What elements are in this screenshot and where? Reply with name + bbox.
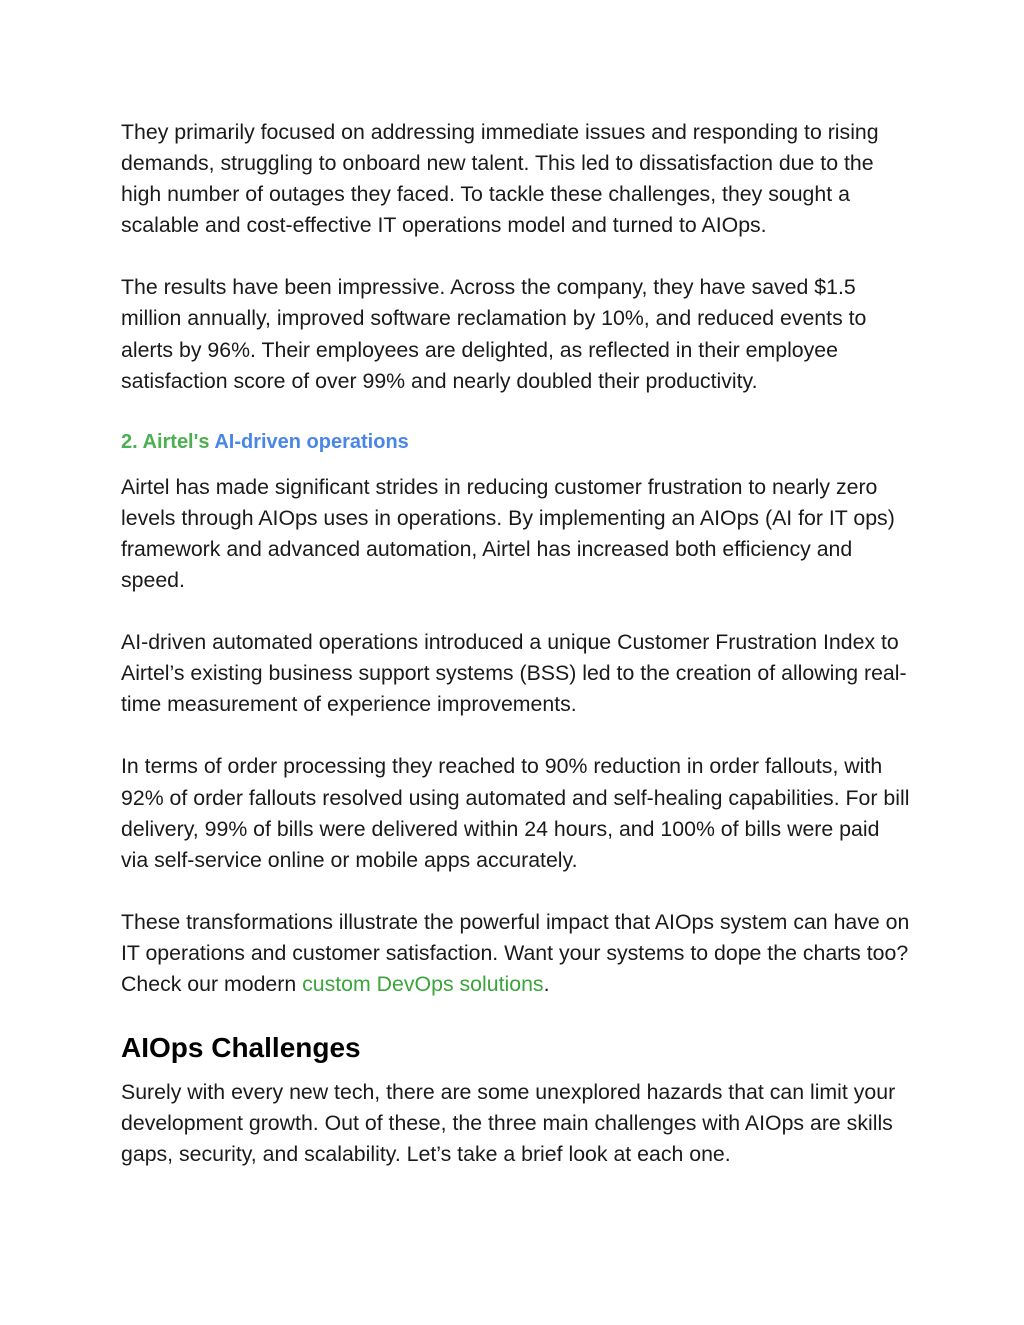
subheading-number: 2. Airtel's <box>121 430 215 453</box>
document-page <box>121 117 911 1201</box>
paragraph-airtel-intro: Airtel has made significant strides in reducing customer frustration to nearly zero levels through AIOps uses in operations. By implementing an AIOps (AI for IT ops) framework and advanced automation, Airtel has increased both efficiency and speed. <box>121 474 895 593</box>
paragraph-transformations <box>121 907 911 1000</box>
paragraph-outages: They primarily focused on addressing immediate issues and responding to rising demands, struggling to onboard new talent. This led to dissatisfaction due to the high number of outages they faced. To tackle these challenges, they sought a scalable and cost-effective IT operations model and turned to AIOps. <box>121 120 879 238</box>
heading-aiops-challenges: AIOps Challenges <box>121 1032 361 1064</box>
transformations-text: These transformations illustrate the powerful impact that AIOps system can have on IT operations and customer satisfaction. Want your systems to dope the charts too? Check our modern <box>121 909 910 996</box>
paragraph-challenges-intro: Surely with every new tech, there are some unexplored hazards that can limit your development growth. Out of these, the three main challenges with AIOps are skills gaps, security, and scalability. Let’s take a brief look at each one. <box>121 1080 896 1167</box>
subheading-title: AI-driven operations <box>214 430 409 453</box>
paragraph-frustration-index: AI-driven automated operations introduced a unique Customer Frustration Index to Airtel’s existing business support systems (BSS) led to the creation of allowing real-time measurement of experience improvements. <box>121 630 907 717</box>
section-subheading-airtel <box>121 428 911 456</box>
paragraph-order-processing: In terms of order processing they reached to 90% reduction in order fallouts, with 92% of order fallouts resolved using automated and self-healing capabilities. For bill delivery, 99% of bills were delivered within 24 hours, and 100% of bills were paid via self-service online or mobile apps accurately. <box>121 754 910 872</box>
transformations-period: . <box>543 971 550 996</box>
paragraph-results: The results have been impressive. Across the company, they have saved $1.5 million annually, improved software reclamation by 10%, and reduced events to alerts by 96%. Their employees are delighted, as reflected in their employee satisfaction score of over 99% and nearly doubled their productivity. <box>121 275 867 393</box>
devops-solutions-link[interactable]: custom DevOps solutions <box>302 971 544 996</box>
